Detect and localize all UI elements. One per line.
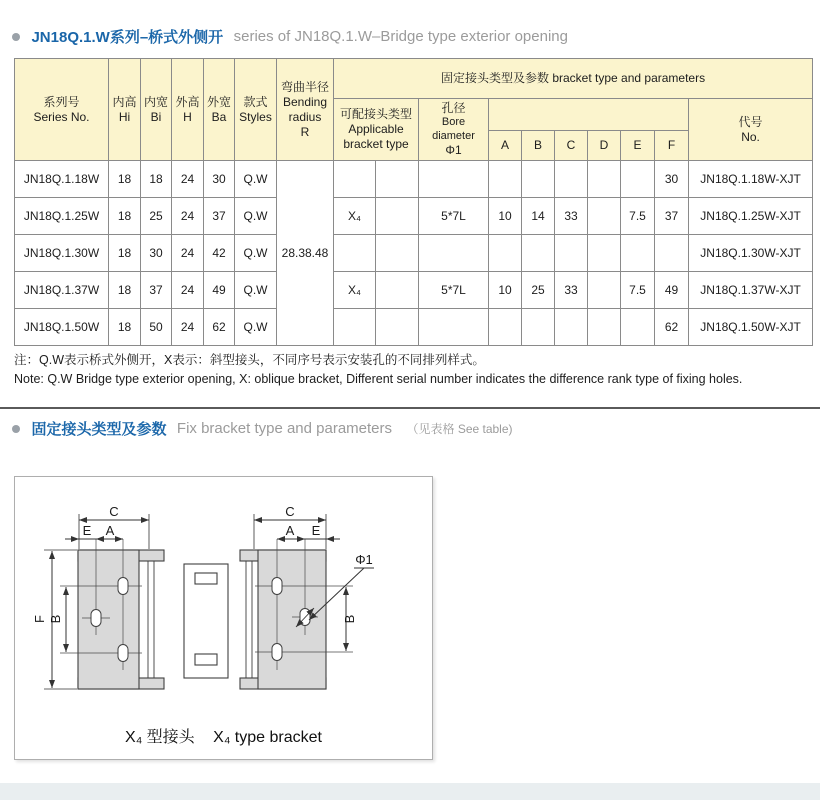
cell-bracket-x	[334, 235, 376, 272]
col-header-series	[15, 59, 109, 161]
cell-phi	[419, 235, 489, 272]
dim-label-f: F	[32, 615, 47, 623]
cell-series: JN18Q.1.37W	[15, 272, 109, 309]
section1-title	[12, 26, 568, 47]
table-notes	[14, 351, 742, 390]
cell-no: JN18Q.1.18W-XJT	[689, 161, 813, 198]
cell-a	[489, 161, 522, 198]
cell-c	[555, 161, 588, 198]
dim-label-a-right: A	[285, 523, 295, 538]
col-header-a: A	[489, 131, 522, 161]
cell-style: Q.W	[235, 235, 277, 272]
cell-bracket-x: X₄	[334, 272, 376, 309]
table-row	[15, 235, 813, 272]
cell-h: 24	[172, 272, 204, 309]
spec-table	[14, 58, 813, 346]
cell-a: 10	[489, 198, 522, 235]
cell-f: 30	[655, 161, 689, 198]
cell-bi: 50	[141, 309, 172, 346]
cell-d	[588, 309, 621, 346]
cell-ba: 49	[204, 272, 235, 309]
cell-no: JN18Q.1.30W-XJT	[689, 235, 813, 272]
table-row	[15, 309, 813, 346]
bullet-icon	[12, 33, 20, 41]
cell-e	[621, 161, 655, 198]
dim-label-e-left: E	[82, 523, 92, 538]
cell-phi: 5*7L	[419, 198, 489, 235]
cell-bracket-x: X₄	[334, 198, 376, 235]
section2-see-table: （见表格 See table)	[406, 422, 513, 436]
cell-hi: 18	[109, 198, 141, 235]
cell-style: Q.W	[235, 309, 277, 346]
cell-bracket-x	[334, 309, 376, 346]
cell-e: 7.5	[621, 198, 655, 235]
cell-bracket-2	[376, 235, 419, 272]
cell-h: 24	[172, 161, 204, 198]
cell-style: Q.W	[235, 161, 277, 198]
cell-no: JN18Q.1.37W-XJT	[689, 272, 813, 309]
cell-c	[555, 235, 588, 272]
cell-h: 24	[172, 198, 204, 235]
cell-a: 10	[489, 272, 522, 309]
cell-hi: 18	[109, 161, 141, 198]
col-header-c: C	[555, 131, 588, 161]
section2-title-en: Fix bracket type and parameters	[176, 420, 393, 437]
note-en: Note: Q.W Bridge type exterior opening, X: oblique bracket, Different serial number indicates the difference rank type of fixing holes.	[14, 372, 743, 387]
cell-b: 25	[522, 272, 555, 309]
group-header-bracket-parameters: 固定接头类型及参数 bracket type and parameters	[334, 59, 813, 99]
diagram-caption-en: X₄ type bracket	[213, 729, 322, 746]
dim-label-c-right: C	[285, 504, 295, 519]
col-header-h: 外高 H	[172, 59, 204, 161]
cell-hi: 18	[109, 272, 141, 309]
cell-c	[555, 309, 588, 346]
diagram-caption-zh: X₄ 型接头	[125, 729, 195, 746]
col-header-bore-diameter: 孔径 Bore diameter Φ1	[419, 99, 489, 161]
cell-style: Q.W	[235, 198, 277, 235]
cell-bracket-x	[334, 161, 376, 198]
section1-title-en: series of JN18Q.1.W–Bridge type exterior opening	[233, 28, 568, 45]
cell-c: 33	[555, 272, 588, 309]
col-header-no: 代号 No.	[689, 99, 813, 161]
section1-title-zh: JN18Q.1.W系列–桥式外侧开	[31, 29, 224, 46]
cell-phi	[419, 161, 489, 198]
cell-f: 62	[655, 309, 689, 346]
cell-bending-radius: 28.38.48	[277, 161, 334, 346]
cell-e: 7.5	[621, 272, 655, 309]
note-zh: 注：Q.W表示桥式外侧开，X表示：斜型接头，不同序号表示安装孔的不同排列样式。	[14, 353, 485, 367]
cell-f: 49	[655, 272, 689, 309]
col-header-series-zh: 系列号	[43, 94, 80, 109]
dim-label-phi: Φ1	[355, 552, 373, 567]
group-header-hole-distance	[489, 99, 689, 131]
cell-ba: 62	[204, 309, 235, 346]
cell-bracket-2	[376, 161, 419, 198]
cell-no: JN18Q.1.25W-XJT	[689, 198, 813, 235]
dim-label-e-right: E	[311, 523, 321, 538]
col-header-styles: 款式 Styles	[235, 59, 277, 161]
table-row	[15, 161, 813, 198]
col-header-bending-radius: 弯曲半径 Bending radius R	[277, 59, 334, 161]
bottom-band	[0, 783, 820, 800]
cell-c: 33	[555, 198, 588, 235]
cell-series: JN18Q.1.18W	[15, 161, 109, 198]
cell-series: JN18Q.1.50W	[15, 309, 109, 346]
cell-b	[522, 235, 555, 272]
bracket-diagram-box	[14, 476, 433, 760]
col-header-e: E	[621, 131, 655, 161]
dim-label-a-left: A	[105, 523, 115, 538]
section2-title-zh: 固定接头类型及参数	[31, 421, 167, 438]
dim-label-b-left: B	[48, 614, 63, 624]
cell-ba: 37	[204, 198, 235, 235]
bracket-technical-drawing	[15, 477, 432, 759]
cell-bi: 37	[141, 272, 172, 309]
cell-bracket-2	[376, 198, 419, 235]
col-header-d: D	[588, 131, 621, 161]
cell-ba: 30	[204, 161, 235, 198]
table-row	[15, 272, 813, 309]
cell-style: Q.W	[235, 272, 277, 309]
bullet-icon	[12, 425, 20, 433]
cell-ba: 42	[204, 235, 235, 272]
dim-label-c-left: C	[109, 504, 119, 519]
cell-bi: 30	[141, 235, 172, 272]
cell-f: 37	[655, 198, 689, 235]
cell-d	[588, 272, 621, 309]
cell-h: 24	[172, 309, 204, 346]
cell-hi: 18	[109, 235, 141, 272]
cell-bracket-2	[376, 272, 419, 309]
cell-phi: 5*7L	[419, 272, 489, 309]
cell-bi: 18	[141, 161, 172, 198]
table-row	[15, 198, 813, 235]
cell-hi: 18	[109, 309, 141, 346]
cell-d	[588, 161, 621, 198]
cell-b	[522, 309, 555, 346]
cell-d	[588, 235, 621, 272]
col-header-b: B	[522, 131, 555, 161]
cell-bi: 25	[141, 198, 172, 235]
section2-title	[12, 418, 513, 439]
cell-phi	[419, 309, 489, 346]
cell-b: 14	[522, 198, 555, 235]
cell-f	[655, 235, 689, 272]
col-header-applicable-bracket: 可配接头类型 Applicable bracket type	[334, 99, 419, 161]
cell-b	[522, 161, 555, 198]
cell-e	[621, 309, 655, 346]
col-header-hi: 内高 Hi	[109, 59, 141, 161]
cell-a	[489, 235, 522, 272]
cell-no: JN18Q.1.50W-XJT	[689, 309, 813, 346]
cell-series: JN18Q.1.30W	[15, 235, 109, 272]
cell-bracket-2	[376, 309, 419, 346]
cell-d	[588, 198, 621, 235]
col-header-ba: 外宽 Ba	[204, 59, 235, 161]
section-divider	[0, 407, 820, 409]
col-header-series-en: Series No.	[33, 109, 90, 124]
cell-e	[621, 235, 655, 272]
col-header-f: F	[655, 131, 689, 161]
dim-label-b-right: B	[342, 614, 357, 624]
diagram-caption	[15, 724, 432, 747]
cell-series: JN18Q.1.25W	[15, 198, 109, 235]
cell-h: 24	[172, 235, 204, 272]
cell-a	[489, 309, 522, 346]
col-header-bi: 内宽 Bi	[141, 59, 172, 161]
